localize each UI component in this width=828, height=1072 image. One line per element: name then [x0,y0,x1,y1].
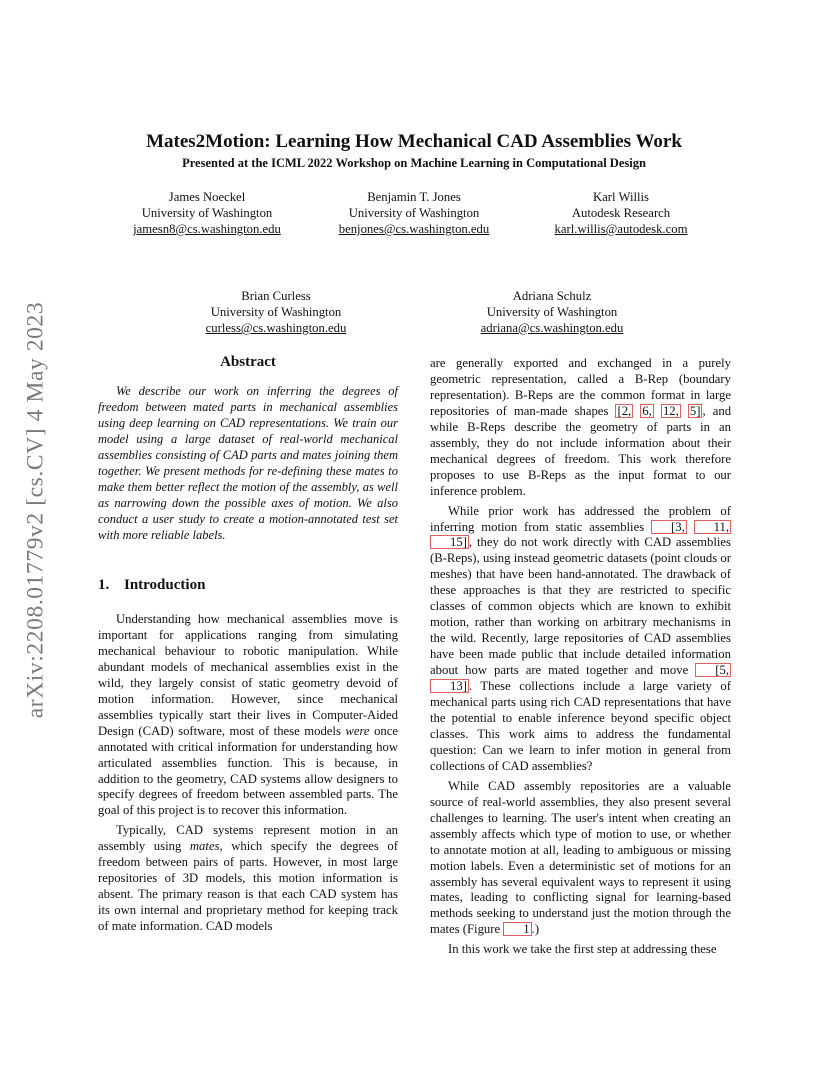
author-block [442,288,662,336]
author-email[interactable]: adriana@cs.washington.edu [480,321,624,335]
author-email[interactable]: benjones@cs.washington.edu [338,222,490,236]
author-email[interactable]: karl.willis@autodesk.com [554,222,688,236]
abstract-body [98,383,398,543]
author-name: James Noeckel [168,190,246,204]
section-title: Introduction [124,577,206,593]
arxiv-stamp [18,285,54,735]
author-affiliation: University of Washington [210,305,342,319]
author-name: Benjamin T. Jones [367,190,461,204]
section-heading [98,577,205,594]
author-affiliation: University of Washington [486,305,618,319]
author-name: Karl Willis [593,190,649,204]
section-number: 1. [98,577,110,593]
author-block [97,189,317,237]
body-paragraph: While prior work has addressed the problem of inferring motion from static assemblies [3, 11, 15] , they do not work directly with CAD assemblies (B-Reps), using instead geometric datasets (point clouds or meshes) that have been hand-annotated. The drawback of these approaches is that they are restricted to specific classes of common objects which are known to exhibit motion, rather than working on arbitrary mechanisms in the wild. Recently, large repositories of CAD assemblies have been made public that include detailed information about how parts are mated together and move [5, 13] . These collections include a large variety of mechanical parts using rich CAD representations that have the potential to enable inference beyond specific object classes. This work aims to address the fundamental question: Can we learn to infer motion in general from collections of CAD assemblies? [430,503,731,773]
author-block [304,189,524,237]
arxiv-stamp-text: arXiv:2208.01779v2 [cs.CV] 4 May 2023 [22,301,49,719]
citation-link[interactable]: [5, [695,663,731,677]
abstract-text: We describe our work on inferring the degrees of freedom between mated parts in mechanical assemblies using deep learning on CAD representations. We train our model using a large dataset of real-world mechanical assemblies consisting of CAD parts and mates joining them together. We present methods for re-defining these mates to make them better reflect the motion of the assembly, as well as narrowing down the possible axes of motion. We also conduct a user study to create a motion-annotated test set with more reliable labels. [98,384,398,542]
author-affiliation: Autodesk Research [571,206,671,220]
abstract-heading: Abstract [220,354,276,370]
body-paragraph: While CAD assembly repositories are a valuable source of real-world assemblies, they also present several challenges to learning. The user's intent when creating an assembly affects which type of motion to use, or whether to annotate motion at all, leading to ambiguous or missing motion labels. Even a deterministic set of motions for an assembly has several equivalent ways to represent it using mates, leading to conflicting signal for learning-based methods seeking to understand just the motion through the mates (Figure 1 .) [430,778,731,937]
intro-paragraph: Typically, CAD systems represent motion in an assembly using mates, which specify the degrees of freedom between pairs of parts. However, in most large repositories of 3D models, this motion information is absent. The primary reason is that each CAD system has its own internal and proprietary method for keeping track of mate information. CAD models [98,823,398,934]
author-email[interactable]: curless@cs.washington.edu [205,321,347,335]
paper-title: Mates2Motion: Learning How Mechanical CAD Assemblies Work [146,131,682,152]
author-affiliation: University of Washington [141,206,273,220]
author-affiliation: University of Washington [348,206,480,220]
intro-paragraph: Understanding how mechanical assemblies move is important for applications ranging from simulating mechanical behaviour to robotic manipulation. While abundant models of mechanical assemblies exist in the wild, they largely consist of static geometry devoid of motion information. However, since mechanical assemblies typically start their lives in Computer-Aided Design (CAD) software, most of these models were once annotated with critical information for understanding how articulated assemblies function. This is because, in addition to the geometry, CAD systems allow designers to specify degrees of freedom between assembled parts. The goal of this project is to recover this information. [98,612,399,818]
right-column-body [430,356,731,958]
paper-subtitle: Presented at the ICML 2022 Workshop on Machine Learning in Computational Design [182,156,646,170]
body-paragraph: In this work we take the first step at addressing these [448,942,717,957]
citation-link[interactable]: 13] [430,679,469,693]
author-email[interactable]: jamesn8@cs.washington.edu [133,222,281,236]
author-name: Adriana Schulz [512,289,592,303]
citation-link[interactable]: [2, [617,403,632,418]
author-block [166,288,386,336]
citation-link[interactable]: 11, [694,520,731,534]
figure-link[interactable]: 1 [503,922,531,936]
author-block [511,189,731,237]
citation-link[interactable]: [3, [651,520,687,534]
body-paragraph: are generally exported and exchanged in a purely geometric representation, called a B-Rep (boundary representation). B-Reps are the common format in large repositories of man-made shapes [2, 6, 12, 5] , and while B-Reps describe the geometry of parts in an assembly, they do not include information about their mechanical degrees of freedom. This work therefore proposes to use B-Reps as the input format to our inference problem. [430,356,732,498]
citation-link[interactable]: 12, [662,403,679,418]
citation-link[interactable]: 6, [642,403,652,418]
citation-link[interactable]: 5] [689,403,701,418]
left-column-body [98,612,398,935]
citation-link[interactable]: 15] [430,535,469,549]
author-name: Brian Curless [241,289,311,303]
